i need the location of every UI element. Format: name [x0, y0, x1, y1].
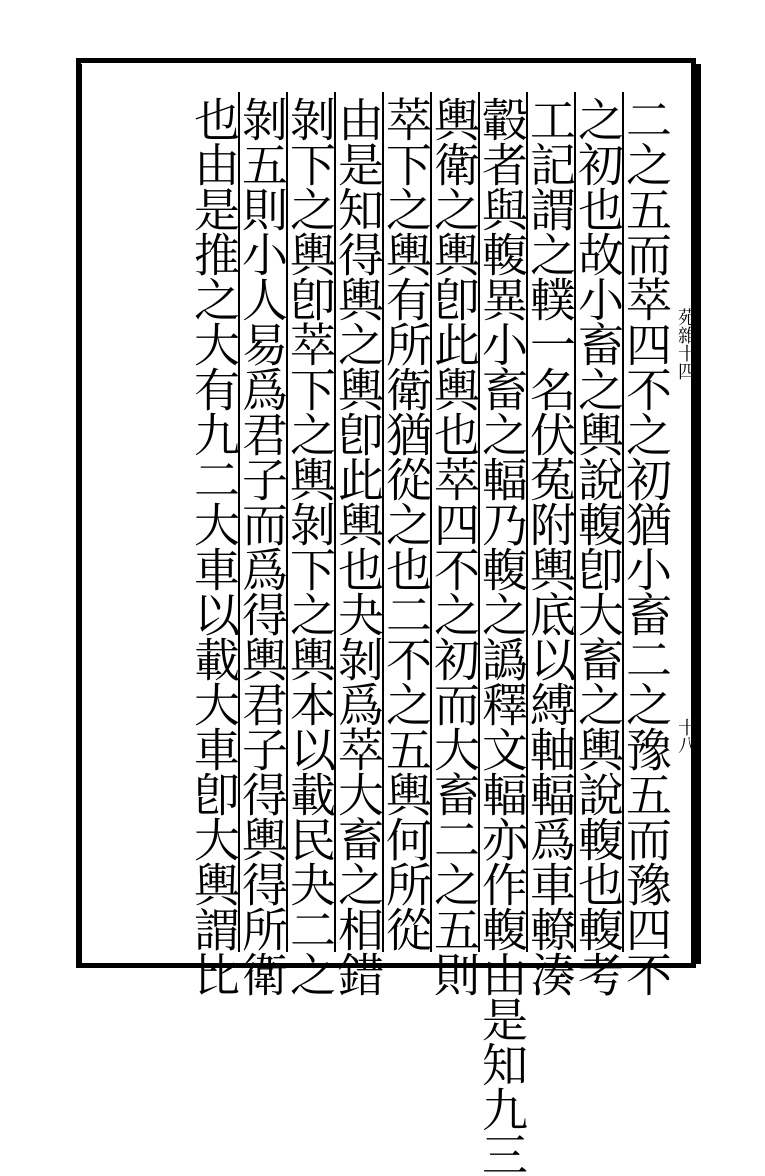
left-rule: [80, 64, 82, 964]
text-column-1: 二之五而萃四不之初猶小畜二之豫五而豫四不: [622, 92, 670, 952]
margin-column: [676, 58, 696, 968]
text-column-9: 剝五則小人易爲君子而爲得輿君子得輿得所衛: [238, 92, 286, 952]
text-column-3: 工記謂之轐一名伏菟附輿底以縛軸輻爲車轑湊: [526, 92, 574, 952]
book-title: 苑雜十四: [675, 308, 696, 380]
text-column-10: 也由是推之大有九二大車以載大車卽大輿謂比: [187, 96, 241, 996]
page-number: 十八: [675, 718, 696, 754]
text-column-6: 萃下之輿有所衛猶從之也二不之五輿何所從: [382, 92, 430, 952]
right-rule: [696, 64, 701, 964]
text-columns: [92, 92, 673, 1176]
text-column-8: 剝下之輿卽萃下之輿剝下之輿本以載民夬二之: [286, 92, 334, 952]
text-column-4: 轂者與輹異小畜之輻乃輹之譌釋文輻亦作輹由是知九三: [478, 92, 526, 952]
text-column-5: 輿衛之輿卽此輿也萃四不之初而大畜二之五則: [430, 92, 478, 952]
text-column-7: 由是知得輿之輿卽此輿也夬剝爲萃大畜之相錯: [334, 92, 382, 952]
text-column-2: 之初也故小畜之輿說輹卽大畜之輿說輹也輹考: [574, 92, 622, 952]
